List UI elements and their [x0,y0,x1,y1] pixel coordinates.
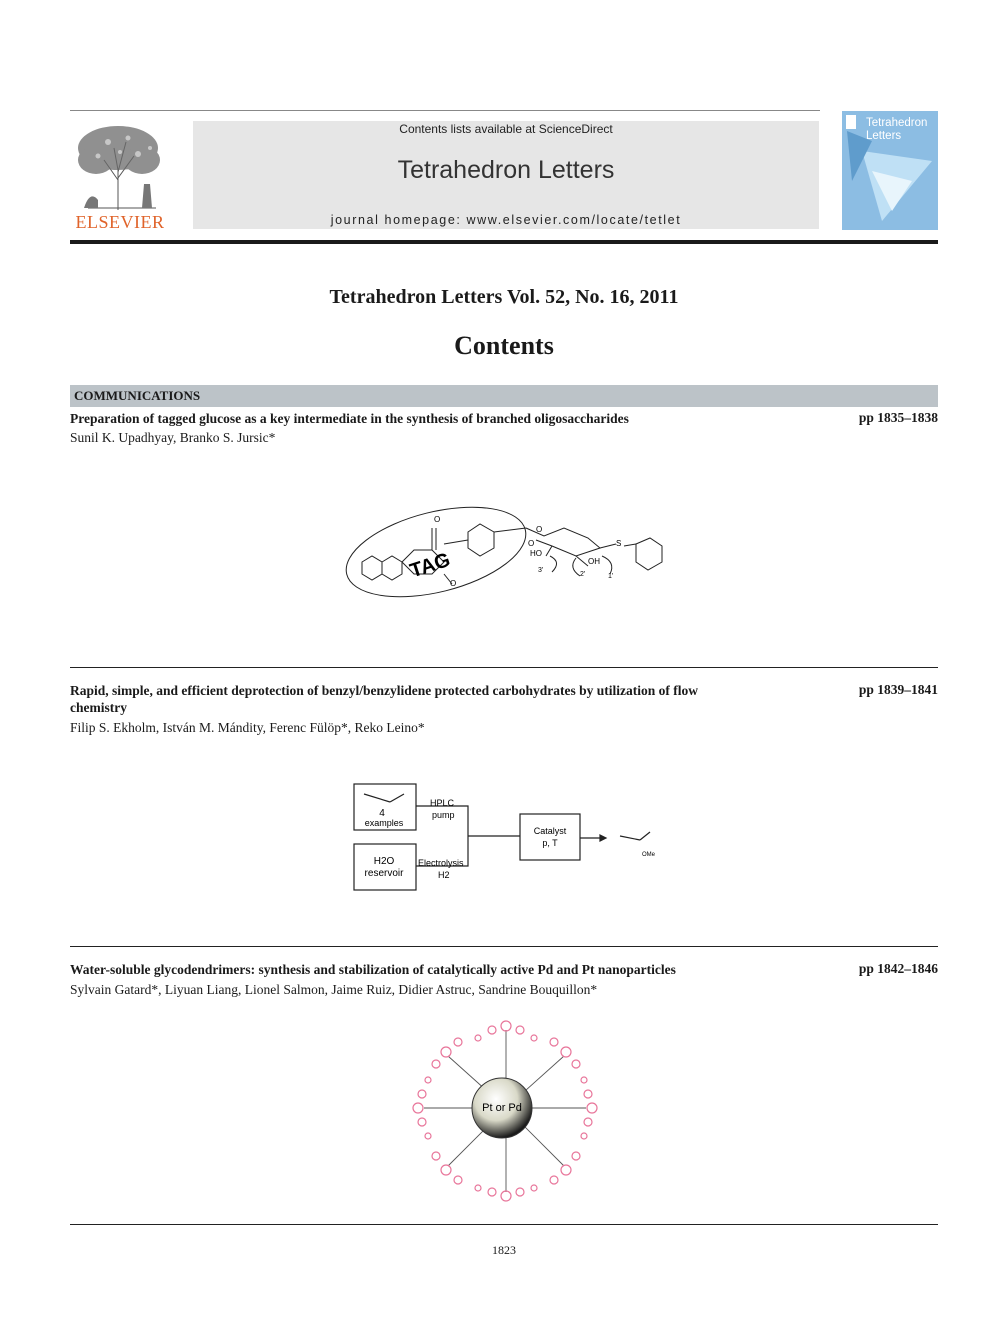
section-bar [70,385,938,407]
issue-title: Tetrahedron Letters Vol. 52, No. 16, 2011 [329,286,679,308]
elsevier-wordmark: ELSEVIER [75,212,165,232]
article-2-title-line1: Rapid, simple, and efficient deprotection of benzyl/benzylidene protected carbohydrates by utilization of flow [70,683,698,698]
article-3-title[interactable]: Water-soluble glycodendrimers: synthesis and stabilization of catalytically active Pd and Pt nanoparticles [70,962,676,977]
ga3-core-label: Pt or Pd [482,1102,522,1114]
elsevier-tree-logo [68,120,172,212]
article-2-graphical-abstract [350,780,670,896]
separator-3 [70,1224,938,1225]
page-number: 1823 [492,1243,516,1257]
article-1-title[interactable]: Preparation of tagged glucose as a key intermediate in the synthesis of branched oligosaccharides [70,411,629,426]
article-3-pages[interactable]: pp 1842–1846 [858,961,938,976]
article-2-title[interactable] [70,682,810,716]
ga2-substrate-count: 4 [379,808,385,819]
article-1-authors: Sunil K. Upadhyay, Branko S. Jursic* [70,430,276,445]
article-3-graphical-abstract [406,1016,606,1206]
ga2-water: H2O [373,856,395,867]
article-1-graphical-abstract [340,500,670,612]
ga1-o-ring2: O [528,539,535,548]
ga2-examples: examples [364,818,404,828]
ga1-pos3: 3' [538,567,544,574]
ga1-o-top: O [434,515,441,524]
ga1-pos2: 2' [580,571,586,578]
ga2-h2: H2 [438,870,450,880]
ga1-tag-label: TAG [407,548,453,583]
ga1-ho: HO [530,549,542,558]
article-2-pages[interactable]: pp 1839–1841 [858,682,938,697]
header-top-rule [70,110,820,111]
article-2-title-line2: chemistry [70,700,127,715]
separator-1 [70,667,938,668]
section-label: COMMUNICATIONS [74,388,201,403]
cover-title-line1: Tetrahedron [866,117,928,129]
article-1-pages[interactable]: pp 1835–1838 [858,410,938,425]
contents-available-line: Contents lists available at ScienceDirect [399,122,613,136]
ga1-pos1: 1' [608,573,614,580]
ga1-s: S [616,539,622,548]
article-2-authors: Filip S. Ekholm, István M. Mándity, Ferenc Fülöp*, Reko Leino* [70,720,425,735]
article-3-authors: Sylvain Gatard*, Liyuan Liang, Lionel Salmon, Jaime Ruiz, Didier Astruc, Sandrine Bouquillon* [70,982,598,997]
ga2-reservoir: reservoir [364,868,404,879]
separator-2 [70,946,938,947]
ga2-hplc: HPLC [430,798,455,808]
journal-homepage: journal homepage: www.elsevier.com/locate/tetlet [330,213,682,227]
ga1-o-bottom: O [450,579,457,588]
cover-title [866,117,938,143]
contents-heading: Contents [454,331,554,360]
ga2-conditions: p, T [542,838,558,848]
ga1-o-ring1: O [536,525,543,534]
ga2-catalyst: Catalyst [533,826,567,836]
ga2-ome: OMe [642,852,656,858]
journal-name: Tetrahedron Letters [397,156,615,184]
ga2-electrolysis: Electrolysis [418,858,464,868]
ga1-oh: OH [588,557,600,566]
cover-title-line2: Letters [866,130,902,142]
header-bottom-rule [70,240,938,244]
ga2-pump: pump [432,810,455,820]
